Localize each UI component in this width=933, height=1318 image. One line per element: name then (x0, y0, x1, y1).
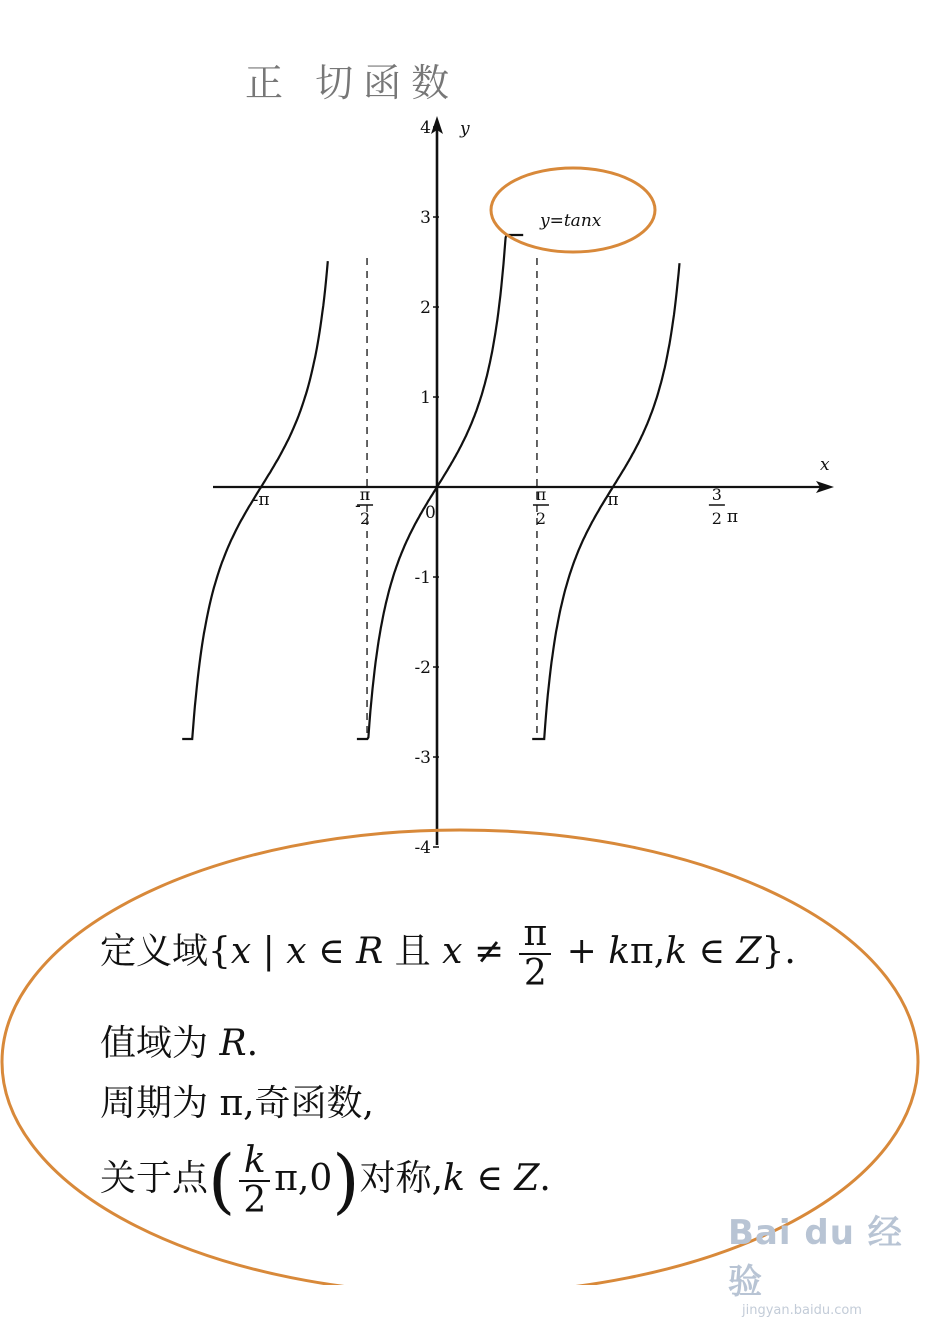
domain-and: 且 (383, 930, 443, 972)
x-tick-label-prefix: - (355, 496, 361, 516)
x-tick-label-num: π (535, 485, 547, 504)
sym-prefix: 关于点 (100, 1158, 209, 1199)
page-title: 正 切函数 (245, 61, 460, 105)
x-axis-label: x (820, 455, 830, 475)
sym-end: . (539, 1158, 551, 1199)
domain-Z: Z (736, 930, 762, 972)
domain-k2: k (665, 930, 687, 972)
y-tick-label: 3 (420, 208, 431, 228)
sym-fraction (239, 1142, 270, 1220)
range-R: R (219, 1023, 247, 1064)
domain-in2: ∈ (686, 930, 737, 972)
y-tick-label: 0 (425, 503, 436, 523)
x-tick-label-den: 2 (535, 509, 547, 528)
range-statement (100, 1015, 258, 1066)
domain-fraction (519, 915, 551, 993)
x-tick-label-suffix: π (726, 507, 739, 527)
watermark-brand: Bai du 经验 (728, 1213, 903, 1302)
y-tick-label: -2 (414, 658, 431, 678)
domain-plus: + (555, 930, 609, 972)
domain-frac-num: π (519, 915, 551, 955)
sym-k: k (443, 1158, 465, 1199)
domain-R: R (356, 930, 384, 972)
symmetry-statement (100, 1140, 551, 1222)
sym-open: ( (208, 1140, 236, 1222)
sym-Z: Z (514, 1158, 540, 1199)
domain-x2: x (286, 930, 307, 972)
domain-statement (100, 915, 796, 993)
y-tick-label: -4 (414, 838, 431, 858)
baidu-watermark (728, 1205, 933, 1318)
domain-x3: x (442, 930, 463, 972)
sym-in: ∈ (464, 1158, 515, 1199)
range-end: . (246, 1023, 259, 1064)
x-tick-label: π (607, 490, 619, 510)
x-tick-label: -π (252, 490, 270, 510)
x-tick-label-den: 2 (359, 509, 371, 528)
domain-neq: ≠ (462, 930, 516, 972)
y-tick-label: 4 (420, 118, 431, 138)
sym-after: 对称, (359, 1158, 444, 1199)
sym-frac-num: k (239, 1142, 270, 1182)
domain-end: }. (761, 930, 796, 972)
y-axis-label: y (460, 119, 470, 139)
domain-k1: k (608, 930, 631, 972)
x-tick-label-num: 3 (711, 485, 722, 504)
sym-close: ) (332, 1140, 360, 1222)
y-tick-label: 2 (420, 298, 431, 318)
curve-label: y=tanx (540, 211, 602, 231)
y-tick-label: -3 (414, 748, 431, 768)
sym-mid: π,0 (274, 1158, 333, 1199)
x-tick-label-num: π (359, 485, 371, 504)
domain-pi: π, (630, 930, 666, 972)
curve-label-highlight (491, 168, 655, 252)
tan-branch (532, 263, 679, 739)
y-tick-label: -1 (414, 568, 431, 588)
sym-frac-den: 2 (243, 1180, 267, 1221)
range-prefix: 值域为 (100, 1023, 220, 1064)
domain-frac-den: 2 (523, 952, 547, 994)
domain-prefix: 定义域{ (100, 930, 231, 972)
y-tick-label: 1 (420, 388, 431, 408)
domain-in: ∈ (306, 930, 357, 972)
watermark-url: jingyan.baidu.com (742, 1303, 862, 1318)
domain-bar: | (251, 930, 287, 972)
period-statement: 周期为 π,奇函数, (100, 1083, 374, 1124)
x-tick-label-den: 2 (711, 509, 722, 528)
domain-x1: x (230, 930, 252, 972)
